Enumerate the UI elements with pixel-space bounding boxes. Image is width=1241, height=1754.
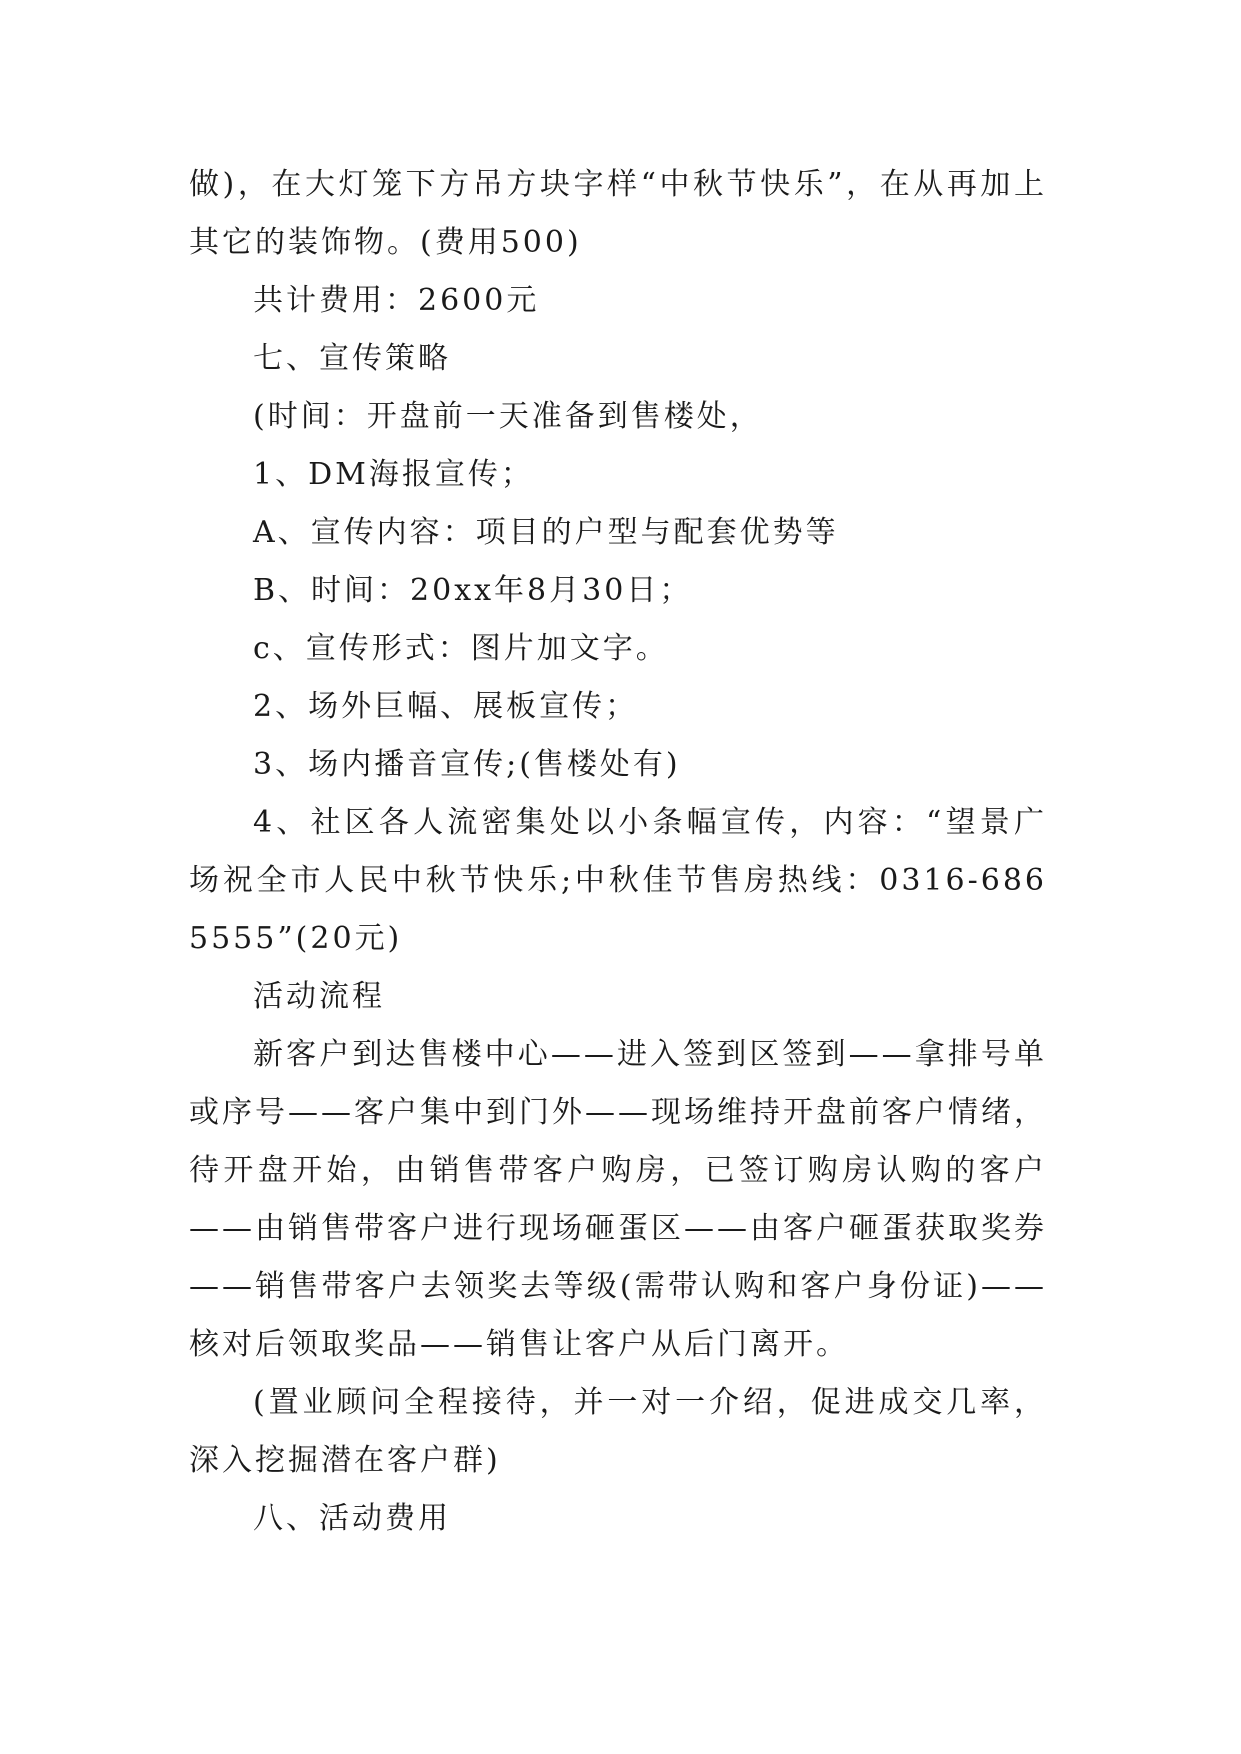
- paragraph-flow-steps: 新客户到达售楼中心——进入签到区签到——拿排号单或序号——客户集中到门外——现场维持开盘前客户情绪，待开盘开始，由销售带客户购房，已签订购房认购的客户——由销售带客户进行现场砸蛋区——由客户砸蛋获取奖券——销售带客户去领奖去等级(需带认购和客户身份证)——核对后领取奖品——销售让客户从后门离开。: [189, 1037, 1047, 1362]
- paragraph-decoration-note: 做)，在大灯笼下方吊方块字样“中秋节快乐”，在从再加上其它的装饰物。(费用500): [189, 167, 1047, 260]
- list-item-community-banner: 4、社区各人流密集处以小条幅宣传，内容：“望景广场祝全市人民中秋节快乐;中秋佳节售房热线：0316-6865555”(20元): [189, 805, 1047, 956]
- list-subitem-time: B、时间：20xx年8月30日；: [253, 573, 693, 608]
- section-heading-promotion: 七、宣传策略: [253, 341, 451, 376]
- paragraph-total-cost: 共计费用：2600元: [253, 283, 540, 318]
- list-subitem-content: A、宣传内容：项目的户型与配套优势等: [253, 515, 839, 550]
- section-heading-flow: 活动流程: [253, 979, 385, 1014]
- list-item-broadcast: 3、场内播音宣传;(售楼处有): [253, 747, 681, 782]
- document-body: [189, 156, 1047, 1548]
- paragraph-time-note: (时间：开盘前一天准备到售楼处，: [253, 399, 763, 434]
- list-item-banner: 2、场外巨幅、展板宣传；: [253, 689, 639, 724]
- section-heading-cost: 八、活动费用: [253, 1501, 451, 1536]
- paragraph-consultant-note: (置业顾问全程接待，并一对一介绍，促进成交几率，深入挖掘潜在客户群): [189, 1385, 1047, 1478]
- list-subitem-form: c、宣传形式：图片加文字。: [253, 631, 669, 666]
- list-item-dm-poster: 1、DM海报宣传；: [253, 457, 534, 492]
